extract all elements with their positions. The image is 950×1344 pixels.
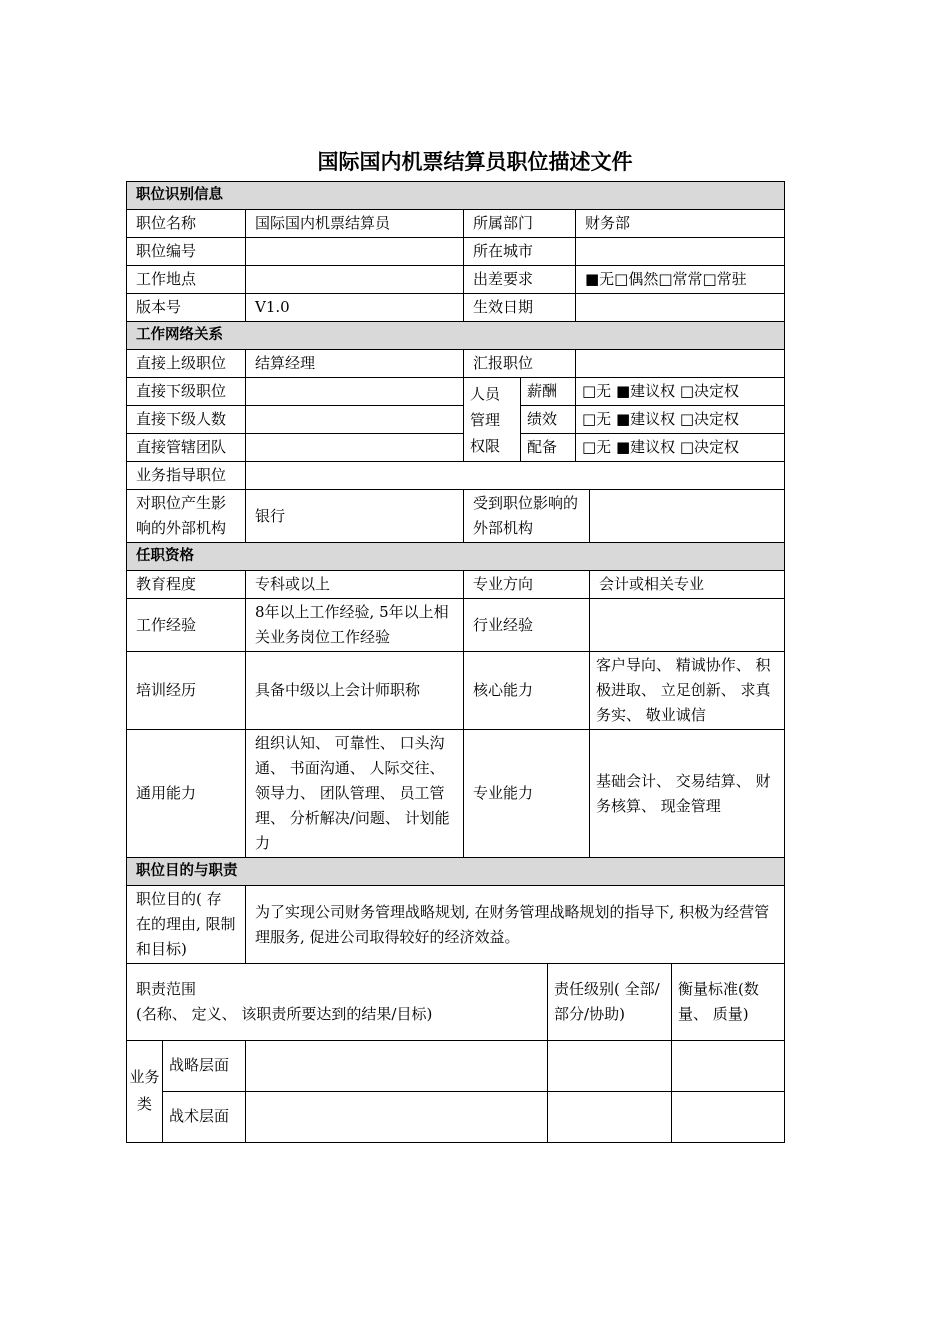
label-business-category: 业务类	[127, 1040, 163, 1142]
label-travel: 出差要求	[464, 266, 576, 294]
value-tactical-scope	[246, 1091, 548, 1142]
label-report-to: 汇报职位	[464, 350, 576, 378]
value-tactical-measure	[672, 1091, 785, 1142]
value-job-purpose: 为了实现公司财务管理战略规划, 在财务管理战略规划的指导下, 积极为经营管理服务, 促进公司取得较好的经济效益。	[246, 886, 785, 964]
label-strategic-level: 战略层面	[163, 1040, 246, 1091]
value-direct-subordinate	[246, 378, 464, 406]
value-travel: ■无□偶然□常常□常驻	[576, 266, 785, 294]
auth-item-salary: 薪酬	[521, 378, 576, 406]
header-responsibility-level: 责任级别( 全部/部分/协助)	[548, 964, 672, 1040]
value-strategic-measure	[672, 1040, 785, 1091]
value-city	[576, 238, 785, 266]
label-direct-superior: 直接上级职位	[127, 350, 246, 378]
value-education: 专科或以上	[246, 571, 464, 599]
header-measurement-standard: 衡量标准(数量、 质量)	[672, 964, 785, 1040]
section-header-identification: 职位识别信息	[127, 182, 785, 210]
value-major: 会计或相关专业	[590, 571, 785, 599]
value-professional-ability: 基础会计、 交易结算、 财务核算、 现金管理	[590, 730, 785, 858]
label-direct-team: 直接管辖团队	[127, 434, 246, 462]
label-job-name: 职位名称	[127, 210, 246, 238]
scope-title: 职责范围	[136, 979, 197, 998]
value-report-to	[576, 350, 785, 378]
label-work-experience: 工作经验	[127, 599, 246, 652]
auth-value-performance: □无 ■建议权 □决定权	[576, 406, 785, 434]
label-professional-ability: 专业能力	[464, 730, 590, 858]
value-effective-date	[576, 294, 785, 322]
value-version: V1.0	[246, 294, 464, 322]
label-job-purpose: 职位目的( 存在的理由, 限制和目标)	[127, 886, 246, 964]
job-description-form	[126, 181, 784, 1143]
value-strategic-scope	[246, 1040, 548, 1091]
value-job-name: 国际国内机票结算员	[246, 210, 464, 238]
value-industry-experience	[590, 599, 785, 652]
label-job-code: 职位编号	[127, 238, 246, 266]
header-responsibility-scope	[127, 964, 548, 1040]
label-training: 培训经历	[127, 652, 246, 730]
value-department: 财务部	[576, 210, 785, 238]
label-tactical-level: 战术层面	[163, 1091, 246, 1142]
auth-value-staffing: □无 ■建议权 □决定权	[576, 434, 785, 462]
value-tactical-level	[548, 1091, 672, 1142]
scope-note: (名称、 定义、 该职责所要达到的结果/目标)	[136, 1004, 433, 1023]
label-external-influencing: 对职位产生影响的外部机构	[127, 490, 246, 543]
label-department: 所属部门	[464, 210, 576, 238]
label-general-ability: 通用能力	[127, 730, 246, 858]
label-major: 专业方向	[464, 571, 590, 599]
responsibility-table	[126, 964, 785, 1143]
value-direct-superior: 结算经理	[246, 350, 464, 378]
label-work-location: 工作地点	[127, 266, 246, 294]
label-city: 所在城市	[464, 238, 576, 266]
label-effective-date: 生效日期	[464, 294, 576, 322]
label-industry-experience: 行业经验	[464, 599, 590, 652]
section-header-purpose: 职位目的与职责	[127, 858, 785, 886]
auth-value-salary: □无 ■建议权 □决定权	[576, 378, 785, 406]
value-external-influencing: 银行	[246, 490, 464, 543]
value-business-guidance	[246, 462, 785, 490]
label-subordinate-count: 直接下级人数	[127, 406, 246, 434]
value-direct-team	[246, 434, 464, 462]
label-education: 教育程度	[127, 571, 246, 599]
value-subordinate-count	[246, 406, 464, 434]
value-work-location	[246, 266, 464, 294]
label-personnel-authority: 人员管理权限	[464, 378, 521, 462]
value-job-code	[246, 238, 464, 266]
form-table-main	[126, 181, 785, 964]
label-business-guidance: 业务指导职位	[127, 462, 246, 490]
label-external-influenced: 受到职位影响的外部机构	[464, 490, 590, 543]
value-strategic-level	[548, 1040, 672, 1091]
label-version: 版本号	[127, 294, 246, 322]
value-general-ability: 组织认知、 可靠性、 口头沟通、 书面沟通、 人际交往、 领导力、 团队管理、 员工管理、 分析解决/问题、 计划能力	[246, 730, 464, 858]
value-training: 具备中级以上会计师职称	[246, 652, 464, 730]
auth-item-performance: 绩效	[521, 406, 576, 434]
page-title: 国际国内机票结算员职位描述文件	[317, 150, 633, 174]
value-work-experience: 8年以上工作经验, 5年以上相关业务岗位工作经验	[246, 599, 464, 652]
section-header-network: 工作网络关系	[127, 322, 785, 350]
auth-item-staffing: 配备	[521, 434, 576, 462]
label-direct-subordinate: 直接下级职位	[127, 378, 246, 406]
label-core-competency: 核心能力	[464, 652, 590, 730]
value-core-competency: 客户导向、 精诚协作、 积极进取、 立足创新、 求真务实、 敬业诚信	[590, 652, 785, 730]
value-external-influenced	[590, 490, 785, 543]
section-header-qualification: 任职资格	[127, 543, 785, 571]
